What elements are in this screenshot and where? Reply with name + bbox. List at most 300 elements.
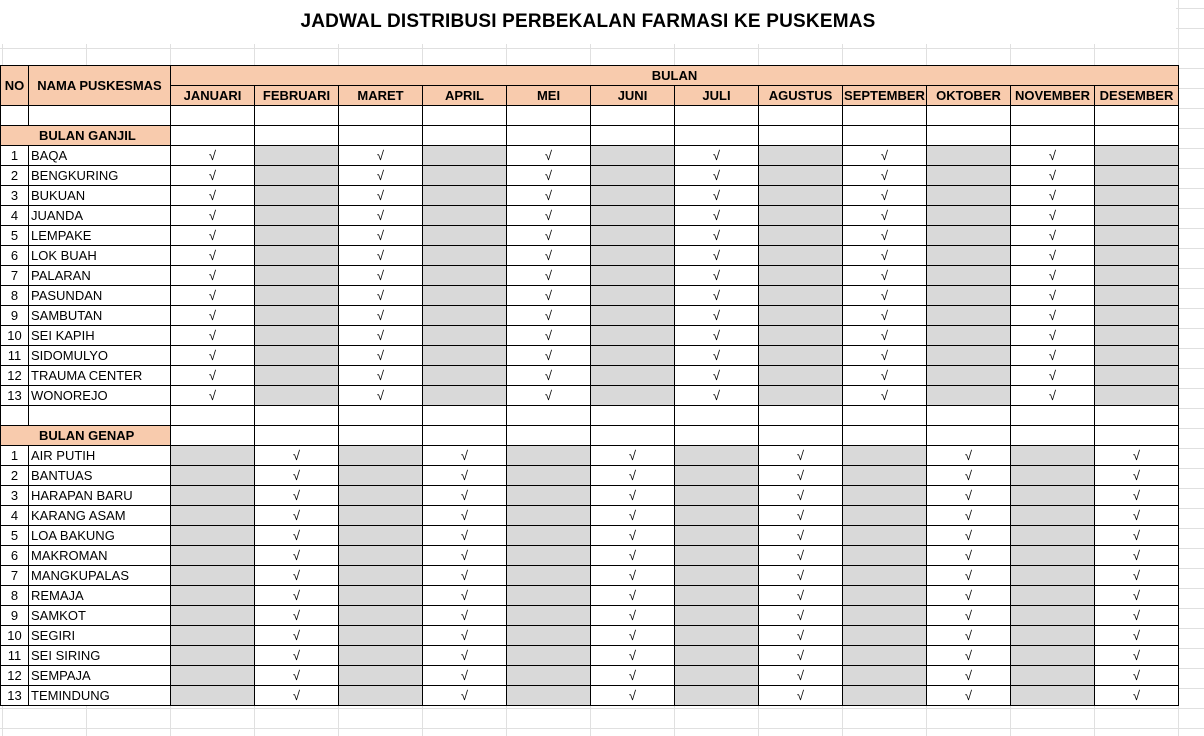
- check-cell[interactable]: √: [423, 466, 507, 486]
- shaded-cell[interactable]: [423, 306, 507, 326]
- check-cell[interactable]: √: [423, 486, 507, 506]
- check-cell[interactable]: √: [423, 626, 507, 646]
- puskesmas-name[interactable]: BENGKURING: [29, 166, 171, 186]
- shaded-cell[interactable]: [759, 246, 843, 266]
- check-cell[interactable]: √: [1095, 686, 1179, 706]
- shaded-cell[interactable]: [423, 146, 507, 166]
- empty-cell[interactable]: [591, 406, 675, 426]
- header-month-april[interactable]: APRIL: [423, 86, 507, 106]
- shaded-cell[interactable]: [255, 246, 339, 266]
- row-number[interactable]: 13: [1, 686, 29, 706]
- shaded-cell[interactable]: [423, 246, 507, 266]
- shaded-cell[interactable]: [591, 326, 675, 346]
- shaded-cell[interactable]: [1095, 206, 1179, 226]
- row-number[interactable]: 9: [1, 306, 29, 326]
- row-number[interactable]: 3: [1, 486, 29, 506]
- check-cell[interactable]: √: [339, 366, 423, 386]
- shaded-cell[interactable]: [1095, 366, 1179, 386]
- header-month-juni[interactable]: JUNI: [591, 86, 675, 106]
- shaded-cell[interactable]: [1011, 626, 1095, 646]
- check-cell[interactable]: √: [423, 526, 507, 546]
- puskesmas-name[interactable]: HARAPAN BARU: [29, 486, 171, 506]
- puskesmas-name[interactable]: REMAJA: [29, 586, 171, 606]
- check-cell[interactable]: √: [255, 486, 339, 506]
- check-cell[interactable]: √: [927, 546, 1011, 566]
- check-cell[interactable]: √: [843, 206, 927, 226]
- check-cell[interactable]: √: [339, 186, 423, 206]
- check-cell[interactable]: √: [507, 386, 591, 406]
- shaded-cell[interactable]: [171, 506, 255, 526]
- shaded-cell[interactable]: [759, 226, 843, 246]
- check-cell[interactable]: √: [843, 346, 927, 366]
- shaded-cell[interactable]: [843, 486, 927, 506]
- shaded-cell[interactable]: [171, 486, 255, 506]
- check-cell[interactable]: √: [1011, 246, 1095, 266]
- check-cell[interactable]: √: [759, 566, 843, 586]
- shaded-cell[interactable]: [927, 386, 1011, 406]
- shaded-cell[interactable]: [255, 266, 339, 286]
- shaded-cell[interactable]: [423, 386, 507, 406]
- check-cell[interactable]: √: [255, 666, 339, 686]
- shaded-cell[interactable]: [675, 546, 759, 566]
- shaded-cell[interactable]: [591, 306, 675, 326]
- empty-cell[interactable]: [423, 106, 507, 126]
- check-cell[interactable]: √: [927, 466, 1011, 486]
- puskesmas-name[interactable]: BANTUAS: [29, 466, 171, 486]
- empty-cell[interactable]: [1011, 406, 1095, 426]
- row-number[interactable]: 12: [1, 366, 29, 386]
- check-cell[interactable]: √: [1095, 486, 1179, 506]
- check-cell[interactable]: √: [843, 286, 927, 306]
- check-cell[interactable]: √: [171, 266, 255, 286]
- check-cell[interactable]: √: [255, 586, 339, 606]
- check-cell[interactable]: √: [255, 566, 339, 586]
- shaded-cell[interactable]: [675, 506, 759, 526]
- check-cell[interactable]: √: [339, 226, 423, 246]
- shaded-cell[interactable]: [843, 566, 927, 586]
- shaded-cell[interactable]: [1095, 246, 1179, 266]
- check-cell[interactable]: √: [759, 586, 843, 606]
- check-cell[interactable]: √: [591, 446, 675, 466]
- empty-cell[interactable]: [1095, 406, 1179, 426]
- shaded-cell[interactable]: [927, 206, 1011, 226]
- check-cell[interactable]: √: [1095, 606, 1179, 626]
- shaded-cell[interactable]: [675, 566, 759, 586]
- empty-cell[interactable]: [255, 106, 339, 126]
- shaded-cell[interactable]: [843, 626, 927, 646]
- shaded-cell[interactable]: [591, 166, 675, 186]
- check-cell[interactable]: √: [1011, 206, 1095, 226]
- shaded-cell[interactable]: [507, 526, 591, 546]
- shaded-cell[interactable]: [759, 386, 843, 406]
- shaded-cell[interactable]: [843, 466, 927, 486]
- check-cell[interactable]: √: [1011, 346, 1095, 366]
- shaded-cell[interactable]: [675, 606, 759, 626]
- shaded-cell[interactable]: [843, 606, 927, 626]
- check-cell[interactable]: √: [927, 686, 1011, 706]
- empty-cell[interactable]: [507, 406, 591, 426]
- shaded-cell[interactable]: [843, 546, 927, 566]
- check-cell[interactable]: √: [1011, 186, 1095, 206]
- check-cell[interactable]: √: [171, 326, 255, 346]
- puskesmas-name[interactable]: LOK BUAH: [29, 246, 171, 266]
- check-cell[interactable]: √: [675, 366, 759, 386]
- shaded-cell[interactable]: [927, 306, 1011, 326]
- row-number[interactable]: 4: [1, 206, 29, 226]
- check-cell[interactable]: √: [507, 206, 591, 226]
- empty-cell[interactable]: [255, 426, 339, 446]
- header-month-desember[interactable]: DESEMBER: [1095, 86, 1179, 106]
- empty-cell[interactable]: [423, 126, 507, 146]
- check-cell[interactable]: √: [507, 246, 591, 266]
- shaded-cell[interactable]: [1011, 666, 1095, 686]
- shaded-cell[interactable]: [255, 386, 339, 406]
- empty-cell[interactable]: [675, 106, 759, 126]
- puskesmas-name[interactable]: SAMBUTAN: [29, 306, 171, 326]
- puskesmas-name[interactable]: PASUNDAN: [29, 286, 171, 306]
- check-cell[interactable]: √: [423, 566, 507, 586]
- puskesmas-name[interactable]: SIDOMULYO: [29, 346, 171, 366]
- shaded-cell[interactable]: [507, 606, 591, 626]
- shaded-cell[interactable]: [255, 166, 339, 186]
- shaded-cell[interactable]: [1095, 386, 1179, 406]
- shaded-cell[interactable]: [759, 326, 843, 346]
- shaded-cell[interactable]: [507, 646, 591, 666]
- header-month-september[interactable]: SEPTEMBER: [843, 86, 927, 106]
- puskesmas-name[interactable]: TRAUMA CENTER: [29, 366, 171, 386]
- check-cell[interactable]: √: [759, 466, 843, 486]
- header-nama-puskesmas[interactable]: NAMA PUSKESMAS: [29, 66, 171, 106]
- check-cell[interactable]: √: [759, 446, 843, 466]
- check-cell[interactable]: √: [339, 266, 423, 286]
- header-month-februari[interactable]: FEBRUARI: [255, 86, 339, 106]
- shaded-cell[interactable]: [843, 666, 927, 686]
- shaded-cell[interactable]: [591, 186, 675, 206]
- check-cell[interactable]: √: [843, 386, 927, 406]
- shaded-cell[interactable]: [591, 146, 675, 166]
- check-cell[interactable]: √: [675, 286, 759, 306]
- shaded-cell[interactable]: [423, 286, 507, 306]
- shaded-cell[interactable]: [675, 666, 759, 686]
- check-cell[interactable]: √: [1095, 566, 1179, 586]
- empty-cell[interactable]: [1095, 106, 1179, 126]
- empty-cell[interactable]: [507, 426, 591, 446]
- shaded-cell[interactable]: [1011, 446, 1095, 466]
- empty-cell[interactable]: [591, 106, 675, 126]
- check-cell[interactable]: √: [1095, 546, 1179, 566]
- check-cell[interactable]: √: [675, 306, 759, 326]
- shaded-cell[interactable]: [1095, 266, 1179, 286]
- empty-cell[interactable]: [927, 426, 1011, 446]
- row-number[interactable]: 10: [1, 326, 29, 346]
- shaded-cell[interactable]: [759, 206, 843, 226]
- shaded-cell[interactable]: [759, 166, 843, 186]
- check-cell[interactable]: √: [171, 246, 255, 266]
- check-cell[interactable]: √: [423, 586, 507, 606]
- shaded-cell[interactable]: [339, 506, 423, 526]
- check-cell[interactable]: √: [171, 206, 255, 226]
- check-cell[interactable]: √: [591, 646, 675, 666]
- shaded-cell[interactable]: [675, 586, 759, 606]
- shaded-cell[interactable]: [843, 526, 927, 546]
- check-cell[interactable]: √: [675, 206, 759, 226]
- shaded-cell[interactable]: [675, 646, 759, 666]
- check-cell[interactable]: √: [1095, 626, 1179, 646]
- shaded-cell[interactable]: [927, 326, 1011, 346]
- check-cell[interactable]: √: [591, 666, 675, 686]
- shaded-cell[interactable]: [255, 146, 339, 166]
- shaded-cell[interactable]: [843, 506, 927, 526]
- check-cell[interactable]: √: [423, 506, 507, 526]
- shaded-cell[interactable]: [339, 566, 423, 586]
- row-number[interactable]: 11: [1, 346, 29, 366]
- check-cell[interactable]: √: [759, 666, 843, 686]
- shaded-cell[interactable]: [171, 686, 255, 706]
- shaded-cell[interactable]: [927, 346, 1011, 366]
- empty-cell[interactable]: [171, 126, 255, 146]
- check-cell[interactable]: √: [423, 686, 507, 706]
- check-cell[interactable]: √: [759, 546, 843, 566]
- shaded-cell[interactable]: [591, 206, 675, 226]
- row-number[interactable]: 5: [1, 226, 29, 246]
- row-number[interactable]: 11: [1, 646, 29, 666]
- shaded-cell[interactable]: [843, 586, 927, 606]
- shaded-cell[interactable]: [1011, 686, 1095, 706]
- check-cell[interactable]: √: [927, 486, 1011, 506]
- shaded-cell[interactable]: [255, 186, 339, 206]
- check-cell[interactable]: √: [927, 646, 1011, 666]
- puskesmas-name[interactable]: SEGIRI: [29, 626, 171, 646]
- check-cell[interactable]: √: [339, 166, 423, 186]
- check-cell[interactable]: √: [171, 346, 255, 366]
- check-cell[interactable]: √: [591, 566, 675, 586]
- check-cell[interactable]: √: [507, 286, 591, 306]
- header-no[interactable]: NO: [1, 66, 29, 106]
- check-cell[interactable]: √: [1011, 386, 1095, 406]
- check-cell[interactable]: √: [1095, 446, 1179, 466]
- shaded-cell[interactable]: [423, 166, 507, 186]
- row-number[interactable]: 3: [1, 186, 29, 206]
- puskesmas-name[interactable]: SEI SIRING: [29, 646, 171, 666]
- check-cell[interactable]: √: [1011, 326, 1095, 346]
- row-number[interactable]: 8: [1, 586, 29, 606]
- check-cell[interactable]: √: [591, 506, 675, 526]
- shaded-cell[interactable]: [507, 626, 591, 646]
- section-label[interactable]: BULAN GENAP: [1, 426, 171, 446]
- check-cell[interactable]: √: [759, 526, 843, 546]
- empty-cell[interactable]: [171, 406, 255, 426]
- shaded-cell[interactable]: [255, 366, 339, 386]
- shaded-cell[interactable]: [255, 226, 339, 246]
- shaded-cell[interactable]: [171, 646, 255, 666]
- shaded-cell[interactable]: [843, 686, 927, 706]
- shaded-cell[interactable]: [675, 626, 759, 646]
- check-cell[interactable]: √: [591, 626, 675, 646]
- check-cell[interactable]: √: [255, 506, 339, 526]
- check-cell[interactable]: √: [255, 606, 339, 626]
- check-cell[interactable]: √: [507, 366, 591, 386]
- check-cell[interactable]: √: [1095, 666, 1179, 686]
- check-cell[interactable]: √: [843, 366, 927, 386]
- check-cell[interactable]: √: [591, 586, 675, 606]
- shaded-cell[interactable]: [759, 306, 843, 326]
- puskesmas-name[interactable]: SAMKOT: [29, 606, 171, 626]
- check-cell[interactable]: √: [1011, 226, 1095, 246]
- shaded-cell[interactable]: [591, 346, 675, 366]
- shaded-cell[interactable]: [507, 566, 591, 586]
- check-cell[interactable]: √: [843, 246, 927, 266]
- puskesmas-name[interactable]: LEMPAKE: [29, 226, 171, 246]
- shaded-cell[interactable]: [507, 446, 591, 466]
- check-cell[interactable]: √: [339, 346, 423, 366]
- shaded-cell[interactable]: [255, 326, 339, 346]
- check-cell[interactable]: √: [927, 606, 1011, 626]
- shaded-cell[interactable]: [171, 526, 255, 546]
- puskesmas-name[interactable]: TEMINDUNG: [29, 686, 171, 706]
- check-cell[interactable]: √: [675, 326, 759, 346]
- check-cell[interactable]: √: [927, 526, 1011, 546]
- check-cell[interactable]: √: [927, 666, 1011, 686]
- empty-cell[interactable]: [843, 106, 927, 126]
- shaded-cell[interactable]: [1095, 346, 1179, 366]
- shaded-cell[interactable]: [171, 626, 255, 646]
- shaded-cell[interactable]: [255, 306, 339, 326]
- empty-cell[interactable]: [339, 126, 423, 146]
- empty-cell[interactable]: [927, 406, 1011, 426]
- check-cell[interactable]: √: [423, 606, 507, 626]
- shaded-cell[interactable]: [507, 686, 591, 706]
- check-cell[interactable]: √: [591, 466, 675, 486]
- check-cell[interactable]: √: [1095, 586, 1179, 606]
- shaded-cell[interactable]: [339, 546, 423, 566]
- check-cell[interactable]: √: [1011, 366, 1095, 386]
- empty-cell[interactable]: [423, 406, 507, 426]
- check-cell[interactable]: √: [339, 386, 423, 406]
- check-cell[interactable]: √: [591, 606, 675, 626]
- check-cell[interactable]: √: [339, 306, 423, 326]
- puskesmas-name[interactable]: PALARAN: [29, 266, 171, 286]
- section-label[interactable]: BULAN GANJIL: [1, 126, 171, 146]
- row-number[interactable]: 2: [1, 466, 29, 486]
- check-cell[interactable]: √: [255, 626, 339, 646]
- check-cell[interactable]: √: [1095, 506, 1179, 526]
- check-cell[interactable]: √: [339, 286, 423, 306]
- puskesmas-name[interactable]: LOA BAKUNG: [29, 526, 171, 546]
- check-cell[interactable]: √: [675, 166, 759, 186]
- shaded-cell[interactable]: [759, 346, 843, 366]
- shaded-cell[interactable]: [927, 366, 1011, 386]
- shaded-cell[interactable]: [1011, 526, 1095, 546]
- empty-cell[interactable]: [1, 106, 29, 126]
- puskesmas-name[interactable]: WONOREJO: [29, 386, 171, 406]
- shaded-cell[interactable]: [255, 206, 339, 226]
- row-number[interactable]: 5: [1, 526, 29, 546]
- check-cell[interactable]: √: [171, 186, 255, 206]
- row-number[interactable]: 1: [1, 446, 29, 466]
- empty-cell[interactable]: [29, 406, 171, 426]
- empty-cell[interactable]: [843, 406, 927, 426]
- shaded-cell[interactable]: [507, 586, 591, 606]
- shaded-cell[interactable]: [759, 186, 843, 206]
- shaded-cell[interactable]: [1011, 506, 1095, 526]
- shaded-cell[interactable]: [171, 446, 255, 466]
- shaded-cell[interactable]: [339, 626, 423, 646]
- check-cell[interactable]: √: [255, 646, 339, 666]
- check-cell[interactable]: √: [675, 346, 759, 366]
- shaded-cell[interactable]: [759, 266, 843, 286]
- puskesmas-name[interactable]: SEI KAPIH: [29, 326, 171, 346]
- shaded-cell[interactable]: [255, 286, 339, 306]
- check-cell[interactable]: √: [255, 526, 339, 546]
- puskesmas-name[interactable]: AIR PUTIH: [29, 446, 171, 466]
- shaded-cell[interactable]: [507, 506, 591, 526]
- row-number[interactable]: 1: [1, 146, 29, 166]
- shaded-cell[interactable]: [1011, 466, 1095, 486]
- check-cell[interactable]: √: [507, 346, 591, 366]
- shaded-cell[interactable]: [339, 486, 423, 506]
- check-cell[interactable]: √: [843, 186, 927, 206]
- row-number[interactable]: 8: [1, 286, 29, 306]
- shaded-cell[interactable]: [507, 486, 591, 506]
- shaded-cell[interactable]: [591, 286, 675, 306]
- check-cell[interactable]: √: [759, 646, 843, 666]
- check-cell[interactable]: √: [675, 246, 759, 266]
- header-month-november[interactable]: NOVEMBER: [1011, 86, 1095, 106]
- check-cell[interactable]: √: [759, 606, 843, 626]
- shaded-cell[interactable]: [1095, 226, 1179, 246]
- check-cell[interactable]: √: [171, 386, 255, 406]
- empty-cell[interactable]: [675, 406, 759, 426]
- shaded-cell[interactable]: [591, 266, 675, 286]
- shaded-cell[interactable]: [759, 286, 843, 306]
- empty-cell[interactable]: [339, 426, 423, 446]
- shaded-cell[interactable]: [339, 526, 423, 546]
- empty-cell[interactable]: [29, 106, 171, 126]
- shaded-cell[interactable]: [423, 206, 507, 226]
- empty-cell[interactable]: [171, 426, 255, 446]
- empty-cell[interactable]: [843, 126, 927, 146]
- empty-cell[interactable]: [507, 126, 591, 146]
- shaded-cell[interactable]: [675, 486, 759, 506]
- check-cell[interactable]: √: [675, 146, 759, 166]
- empty-cell[interactable]: [843, 426, 927, 446]
- shaded-cell[interactable]: [927, 186, 1011, 206]
- row-number[interactable]: 13: [1, 386, 29, 406]
- row-number[interactable]: 10: [1, 626, 29, 646]
- empty-cell[interactable]: [171, 106, 255, 126]
- check-cell[interactable]: √: [591, 486, 675, 506]
- empty-cell[interactable]: [927, 106, 1011, 126]
- shaded-cell[interactable]: [759, 146, 843, 166]
- shaded-cell[interactable]: [423, 346, 507, 366]
- empty-cell[interactable]: [675, 426, 759, 446]
- shaded-cell[interactable]: [1095, 306, 1179, 326]
- check-cell[interactable]: √: [1011, 266, 1095, 286]
- shaded-cell[interactable]: [171, 606, 255, 626]
- check-cell[interactable]: √: [927, 506, 1011, 526]
- header-month-agustus[interactable]: AGUSTUS: [759, 86, 843, 106]
- check-cell[interactable]: √: [171, 166, 255, 186]
- check-cell[interactable]: √: [843, 226, 927, 246]
- shaded-cell[interactable]: [843, 646, 927, 666]
- check-cell[interactable]: √: [507, 326, 591, 346]
- header-month-oktober[interactable]: OKTOBER: [927, 86, 1011, 106]
- empty-cell[interactable]: [759, 106, 843, 126]
- check-cell[interactable]: √: [843, 306, 927, 326]
- shaded-cell[interactable]: [339, 686, 423, 706]
- check-cell[interactable]: √: [171, 366, 255, 386]
- check-cell[interactable]: √: [675, 186, 759, 206]
